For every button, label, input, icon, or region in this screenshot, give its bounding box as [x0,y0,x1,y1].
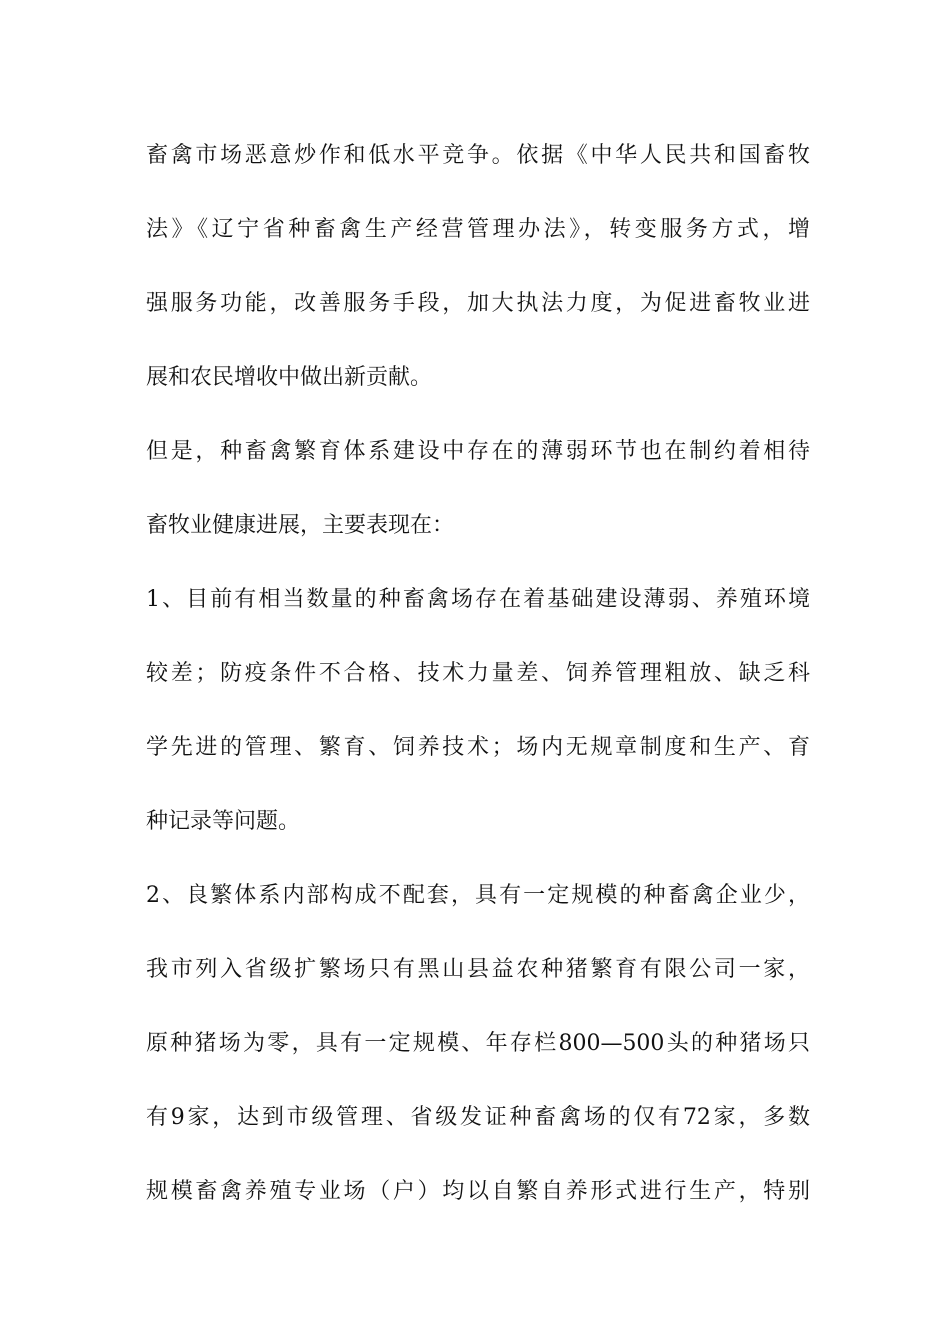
document-body [146,137,810,1210]
text-line: 但是，种畜禽繁育体系建设中存在的薄弱环节也在制约着相待 [146,439,810,464]
text-line: 原种猪场为零，具有一定规模、年存栏800—500头的种猪场只 [146,1031,810,1056]
text-line: 规模畜禽养殖专业场（户）均以自繁自养形式进行生产，特别 [146,1179,810,1204]
text-line: 较差；防疫条件不合格、技术力量差、饲养管理粗放、缺乏科 [146,661,810,686]
text-line: 2、良繁体系内部构成不配套，具有一定规模的种畜禽企业少， [146,883,810,908]
text-line: 强服务功能，改善服务手段，加大执法力度，为促进畜牧业进 [146,291,810,316]
text-line: 我市列入省级扩繁场只有黑山县益农种猪繁育有限公司一家， [146,957,810,982]
text-line: 法》《辽宁省种畜禽生产经营管理办法》，转变服务方式，增 [146,217,810,242]
text-line: 1、目前有相当数量的种畜禽场存在着基础建设薄弱、养殖环境 [146,587,810,612]
text-line: 畜牧业健康进展，主要表现在： [146,513,455,538]
text-line: 种记录等问题。 [146,809,301,834]
text-line: 展和农民增收中做出新贡献。 [146,365,433,390]
text-line: 有9家，达到市级管理、省级发证种畜禽场的仅有72家，多数 [146,1105,810,1130]
text-line: 学先进的管理、繁育、饲养技术；场内无规章制度和生产、育 [146,735,810,760]
text-line: 畜禽市场恶意炒作和低水平竞争。依据《中华人民共和国畜牧 [146,143,810,168]
